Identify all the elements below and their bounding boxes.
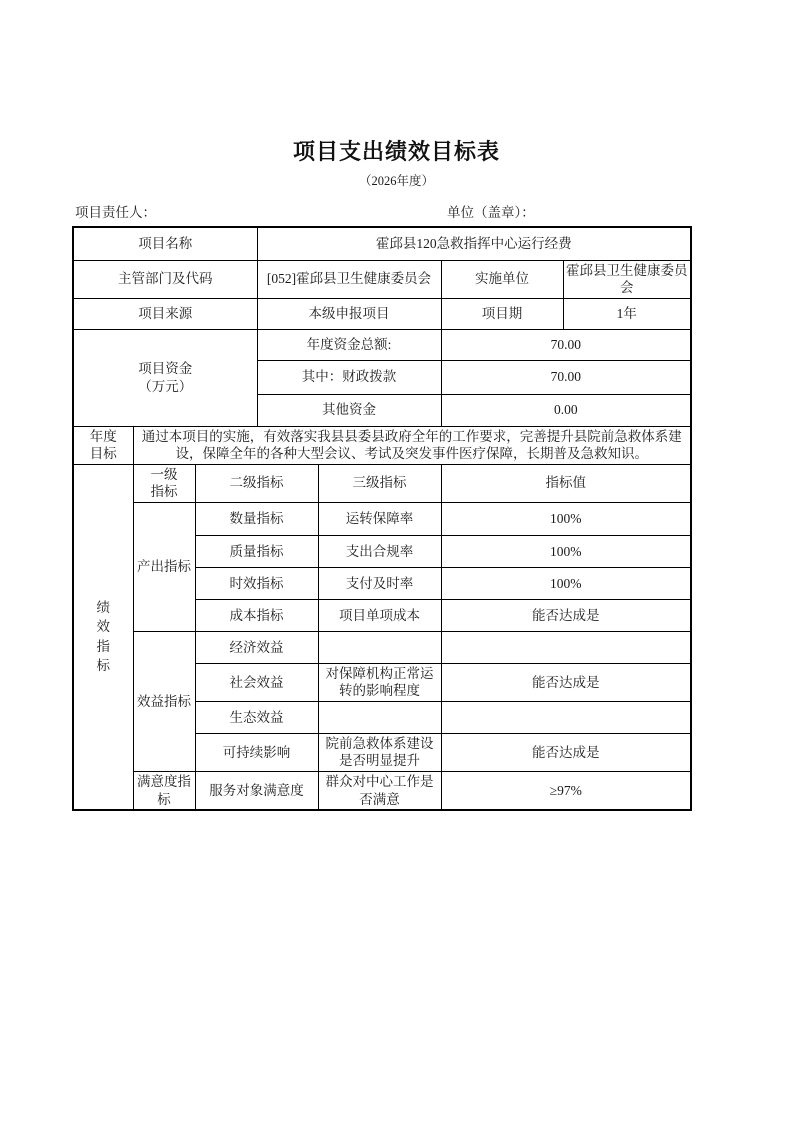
output-indicator-label: 产出指标 — [133, 502, 195, 631]
project-name-label: 项目名称 — [73, 227, 257, 260]
indicator-value: 能否达成是 — [441, 599, 691, 631]
benefit-indicator-label: 效益指标 — [133, 631, 195, 771]
indicator-value: 能否达成是 — [441, 733, 691, 771]
unit-seal-label: 单位（盖章）： — [447, 205, 535, 220]
funding-fiscal-label: 其中：财政拨款 — [257, 360, 441, 394]
dept-code-label: 主管部门及代码 — [73, 260, 257, 298]
funding-fiscal-value: 70.00 — [441, 360, 691, 394]
page-title: 项目支出绩效目标表 — [292, 139, 500, 164]
table-row — [73, 771, 691, 810]
indicator-level3 — [318, 701, 441, 733]
funding-label — [73, 329, 257, 426]
table-row — [73, 260, 691, 298]
annual-goal-text: 通过本项目的实施，有效落实我县县委县政府全年的工作要求，完善提升县院前急救体系建设，保障全年的各种大型会议、考试及突发事件医疗保障，长期普及急救知识。 — [133, 426, 691, 464]
funding-label-line1: 项目资金 — [138, 361, 193, 377]
indicator-value — [441, 631, 691, 663]
funding-total-label: 年度资金总额: — [257, 329, 441, 360]
indicator-level3: 支付及时率 — [318, 567, 441, 599]
table-row — [73, 464, 691, 502]
indicator-value: 100% — [441, 535, 691, 567]
table-row — [73, 298, 691, 329]
responsible-person-label: 项目责任人： — [75, 205, 156, 220]
indicator-level2: 时效指标 — [195, 567, 318, 599]
impl-unit-label: 实施单位 — [441, 260, 563, 298]
table-row — [73, 502, 691, 535]
indicator-level2: 服务对象满意度 — [195, 771, 318, 810]
indicator-level3: 项目单项成本 — [318, 599, 441, 631]
table-row — [73, 329, 691, 360]
funding-total-value: 70.00 — [441, 329, 691, 360]
table-row — [73, 631, 691, 663]
page-subtitle: （2026年度） — [358, 174, 434, 188]
indicator-level2: 数量指标 — [195, 502, 318, 535]
header-value: 指标值 — [441, 464, 691, 502]
project-period-label: 项目期 — [441, 298, 563, 329]
funding-other-value: 0.00 — [441, 394, 691, 426]
table-row — [73, 227, 691, 260]
indicator-value: ≥97% — [441, 771, 691, 810]
performance-group-label: 绩效指标 — [73, 464, 133, 810]
project-source-label: 项目来源 — [73, 298, 257, 329]
table-row — [73, 426, 691, 464]
indicator-level2: 成本指标 — [195, 599, 318, 631]
indicator-level2: 可持续影响 — [195, 733, 318, 771]
indicator-level3: 对保障机构正常运转的影响程度 — [318, 663, 441, 701]
indicator-level2: 经济效益 — [195, 631, 318, 663]
indicator-level2: 生态效益 — [195, 701, 318, 733]
indicator-level2: 质量指标 — [195, 535, 318, 567]
indicator-level3: 运转保障率 — [318, 502, 441, 535]
header-level3: 三级指标 — [318, 464, 441, 502]
project-source-value: 本级申报项目 — [257, 298, 441, 329]
header-level1: 一级指标 — [133, 464, 195, 502]
indicator-value: 能否达成是 — [441, 663, 691, 701]
dept-code-value: [052]霍邱县卫生健康委员会 — [257, 260, 441, 298]
impl-unit-value: 霍邱县卫生健康委员会 — [563, 260, 691, 298]
indicator-value: 100% — [441, 567, 691, 599]
funding-other-label: 其他资金 — [257, 394, 441, 426]
header-level2: 二级指标 — [195, 464, 318, 502]
indicator-level3 — [318, 631, 441, 663]
project-period-value: 1年 — [563, 298, 691, 329]
indicator-value: 100% — [441, 502, 691, 535]
annual-goal-label: 年度目标 — [73, 426, 133, 464]
satisfaction-indicator-label: 满意度指标 — [133, 771, 195, 810]
project-name-value: 霍邱县120急救指挥中心运行经费 — [257, 227, 691, 260]
indicator-level3: 院前急救体系建设是否明显提升 — [318, 733, 441, 771]
performance-target-table — [72, 226, 692, 811]
funding-label-line2: （万元） — [138, 378, 193, 394]
indicator-level3: 群众对中心工作是否满意 — [318, 771, 441, 810]
indicator-value — [441, 701, 691, 733]
indicator-level3: 支出合规率 — [318, 535, 441, 567]
indicator-level2: 社会效益 — [195, 663, 318, 701]
